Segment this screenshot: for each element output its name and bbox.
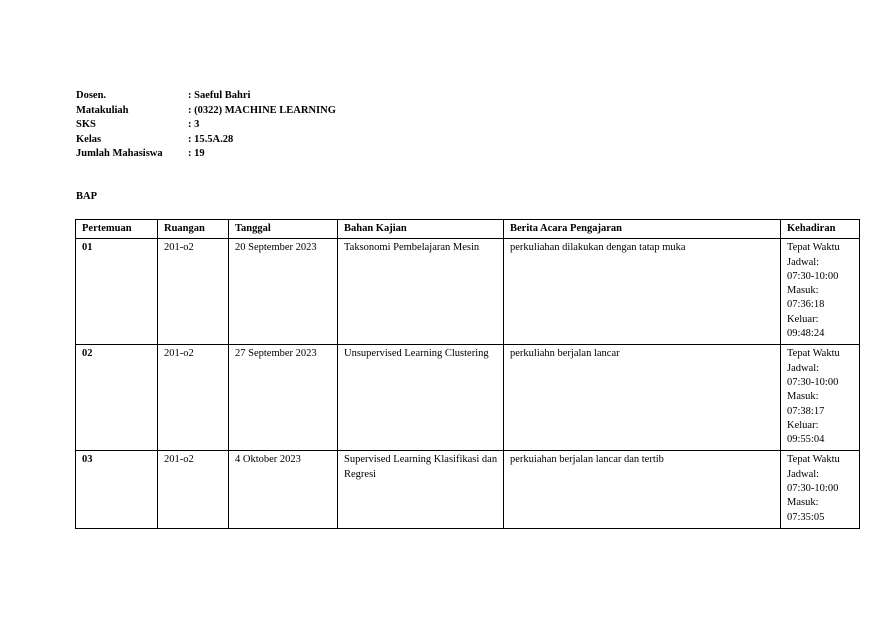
- cell-ruangan: 201-o2: [158, 451, 229, 528]
- attendance-value: 09:48:24: [787, 328, 825, 340]
- bap-title: BAP: [76, 191, 97, 202]
- cell-pertemuan: 03: [76, 451, 158, 528]
- attendance-label: Jadwal:: [787, 468, 820, 480]
- cell-berita-acara: perkuliahan dilakukan dengan tatap muka: [504, 239, 781, 345]
- info-value: : 3: [188, 119, 200, 131]
- attendance-value: 07:38:17: [787, 405, 825, 417]
- column-header-tanggal: Tanggal: [229, 220, 338, 239]
- column-header-bahan-kajian: Bahan Kajian: [338, 220, 504, 239]
- attendance-status: Tepat Waktu: [787, 242, 840, 254]
- cell-bahan-kajian: Supervised Learning Klasifikasi dan Regresi: [338, 451, 504, 528]
- attendance-status: Tepat Waktu: [787, 348, 840, 360]
- info-value: : (0322) MACHINE LEARNING: [188, 104, 336, 116]
- info-value: : 19: [188, 148, 205, 160]
- cell-ruangan: 201-o2: [158, 345, 229, 451]
- attendance-label: Masuk:: [787, 391, 819, 403]
- attendance-value: 07:36:18: [787, 299, 825, 311]
- info-label: Kelas: [76, 133, 102, 145]
- info-row-matakuliah: [76, 104, 336, 119]
- attendance-value: 07:30-10:00: [787, 270, 839, 282]
- cell-tanggal: 4 Oktober 2023: [229, 451, 338, 528]
- attendance-value: 07:30-10:00: [787, 483, 839, 495]
- cell-bahan-kajian: Taksonomi Pembelajaran Mesin: [338, 239, 504, 345]
- info-label: SKS: [76, 119, 96, 131]
- cell-berita-acara: perkuiahan berjalan lancar dan tertib: [504, 451, 781, 528]
- bap-table: [75, 219, 860, 529]
- column-header-berita-acara: Berita Acara Pengajaran: [504, 220, 781, 239]
- attendance-label: Keluar:: [787, 313, 819, 325]
- attendance-status: Tepat Waktu: [787, 454, 840, 466]
- attendance-value: 07:35:05: [787, 511, 825, 523]
- cell-kehadiran: [781, 451, 860, 528]
- info-label: Dosen.: [76, 90, 107, 101]
- info-value: : 15.5A.28: [188, 133, 234, 145]
- table-row: [76, 345, 860, 451]
- table-row: [76, 451, 860, 528]
- attendance-label: Jadwal:: [787, 362, 820, 374]
- cell-tanggal: 20 September 2023: [229, 239, 338, 345]
- info-row-jumlah-mahasiswa: [76, 147, 336, 162]
- cell-kehadiran: [781, 345, 860, 451]
- cell-bahan-kajian: Unsupervised Learning Clustering: [338, 345, 504, 451]
- info-label: Jumlah Mahasiswa: [76, 148, 163, 160]
- info-row-sks: [76, 118, 336, 133]
- column-header-kehadiran: Kehadiran: [781, 220, 860, 239]
- cell-ruangan: 201-o2: [158, 239, 229, 345]
- attendance-label: Masuk:: [787, 497, 819, 509]
- info-row-dosen: [76, 89, 336, 104]
- course-info: [76, 89, 336, 162]
- column-header-pertemuan: Pertemuan: [76, 220, 158, 239]
- attendance-value: 07:30-10:00: [787, 376, 839, 388]
- cell-kehadiran: [781, 239, 860, 345]
- attendance-label: Keluar:: [787, 419, 819, 431]
- attendance-label: Jadwal:: [787, 256, 820, 268]
- info-row-kelas: [76, 133, 336, 148]
- cell-pertemuan: 02: [76, 345, 158, 451]
- table-header-row: [76, 220, 860, 239]
- table-row: [76, 239, 860, 345]
- cell-tanggal: 27 September 2023: [229, 345, 338, 451]
- info-label: Matakuliah: [76, 104, 129, 116]
- attendance-value: 09:55:04: [787, 434, 825, 446]
- cell-pertemuan: 01: [76, 239, 158, 345]
- column-header-ruangan: Ruangan: [158, 220, 229, 239]
- attendance-label: Masuk:: [787, 285, 819, 297]
- cell-berita-acara: perkuliahn berjalan lancar: [504, 345, 781, 451]
- info-value: : Saeful Bahri: [188, 90, 251, 101]
